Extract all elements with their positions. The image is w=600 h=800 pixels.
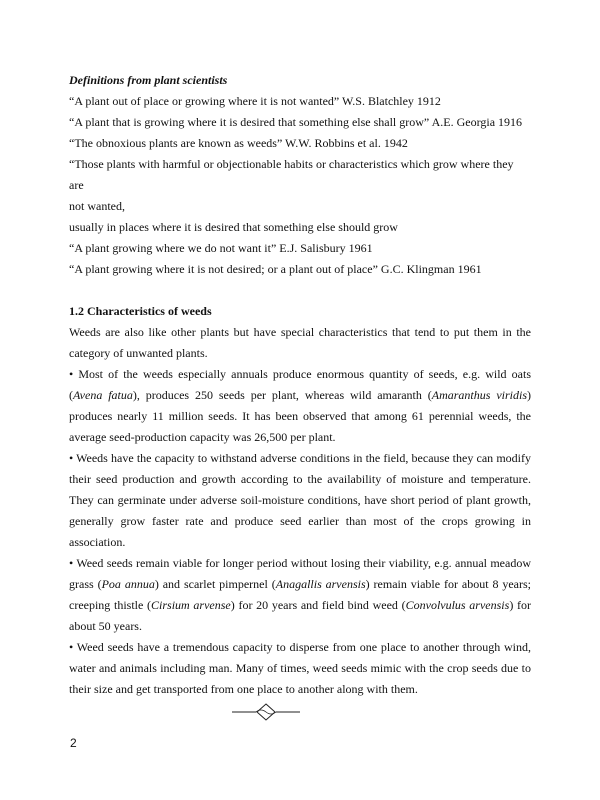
section-intro: Weeds are also like other plants but have special characteristics that tend to put them in the category of unwanted plants. [69, 325, 531, 360]
definition-line: “Those plants with harmful or objectionable habits or characteristics which grow where they are [69, 157, 514, 192]
definition-line: “A plant out of place or growing where it is not wanted” W.S. Blatchley 1912 [69, 94, 441, 108]
definition-line: not wanted, [69, 199, 125, 213]
definitions-heading: Definitions from plant scientists [69, 73, 228, 87]
bullet-adverse-conditions: • Weeds have the capacity to withstand adverse conditions in the field, because they can modify their seed production and growth according to the availability of moisture and temperature. They can germinate under adverse soil-moisture conditions, have short period of plant growth, generally grow faster rate and produce seed earlier than most of the crops growing in association. [69, 451, 531, 549]
page-content [69, 70, 531, 700]
definition-line: usually in places where it is desired that something else should grow [69, 220, 398, 234]
bullet-seed-viability: • Weed seeds remain viable for longer period without losing their viability, e.g. annual meadow grass (Poa annua) and scarlet pimpernel (Anagallis arvensis) remain viable for about 8 years; creeping thistle (Cirsium arvense) for 20 years and field bind weed (Convolvulus arvensis) for about 50 years. [69, 556, 532, 633]
section-spacer [69, 280, 531, 301]
bullet-seed-dispersal: • Weed seeds have a tremendous capacity to disperse from one place to another through wind, water and animals including man. Many of times, weed seeds mimic with the crop seeds due to their size and get transported from one place to another along with them. [69, 640, 531, 696]
definition-line: “A plant growing where we do not want it” E.J. Salisbury 1961 [69, 241, 373, 255]
definition-line: “A plant growing where it is not desired; or a plant out of place” G.C. Klingman 1961 [69, 262, 482, 276]
page-number: 2 [70, 736, 77, 750]
definition-line: “A plant that is growing where it is desired that something else shall grow” A.E. Georgia 1916 [69, 115, 523, 129]
bullet-seed-production: • Most of the weeds especially annuals produce enormous quantity of seeds, e.g. wild oats (Avena fatua), produces 250 seeds per plant, whereas wild amaranth (Amaranthus viridis) produces nearly 11 million seeds. It has been observed that among 61 perennial weeds, the average seed-production capacity was 26,500 per plant. [69, 367, 531, 444]
diamond-divider-icon [232, 702, 300, 722]
definition-line: “The obnoxious plants are known as weeds” W.W. Robbins et al. 1942 [69, 136, 408, 150]
section-title: 1.2 Characteristics of weeds [69, 304, 212, 318]
